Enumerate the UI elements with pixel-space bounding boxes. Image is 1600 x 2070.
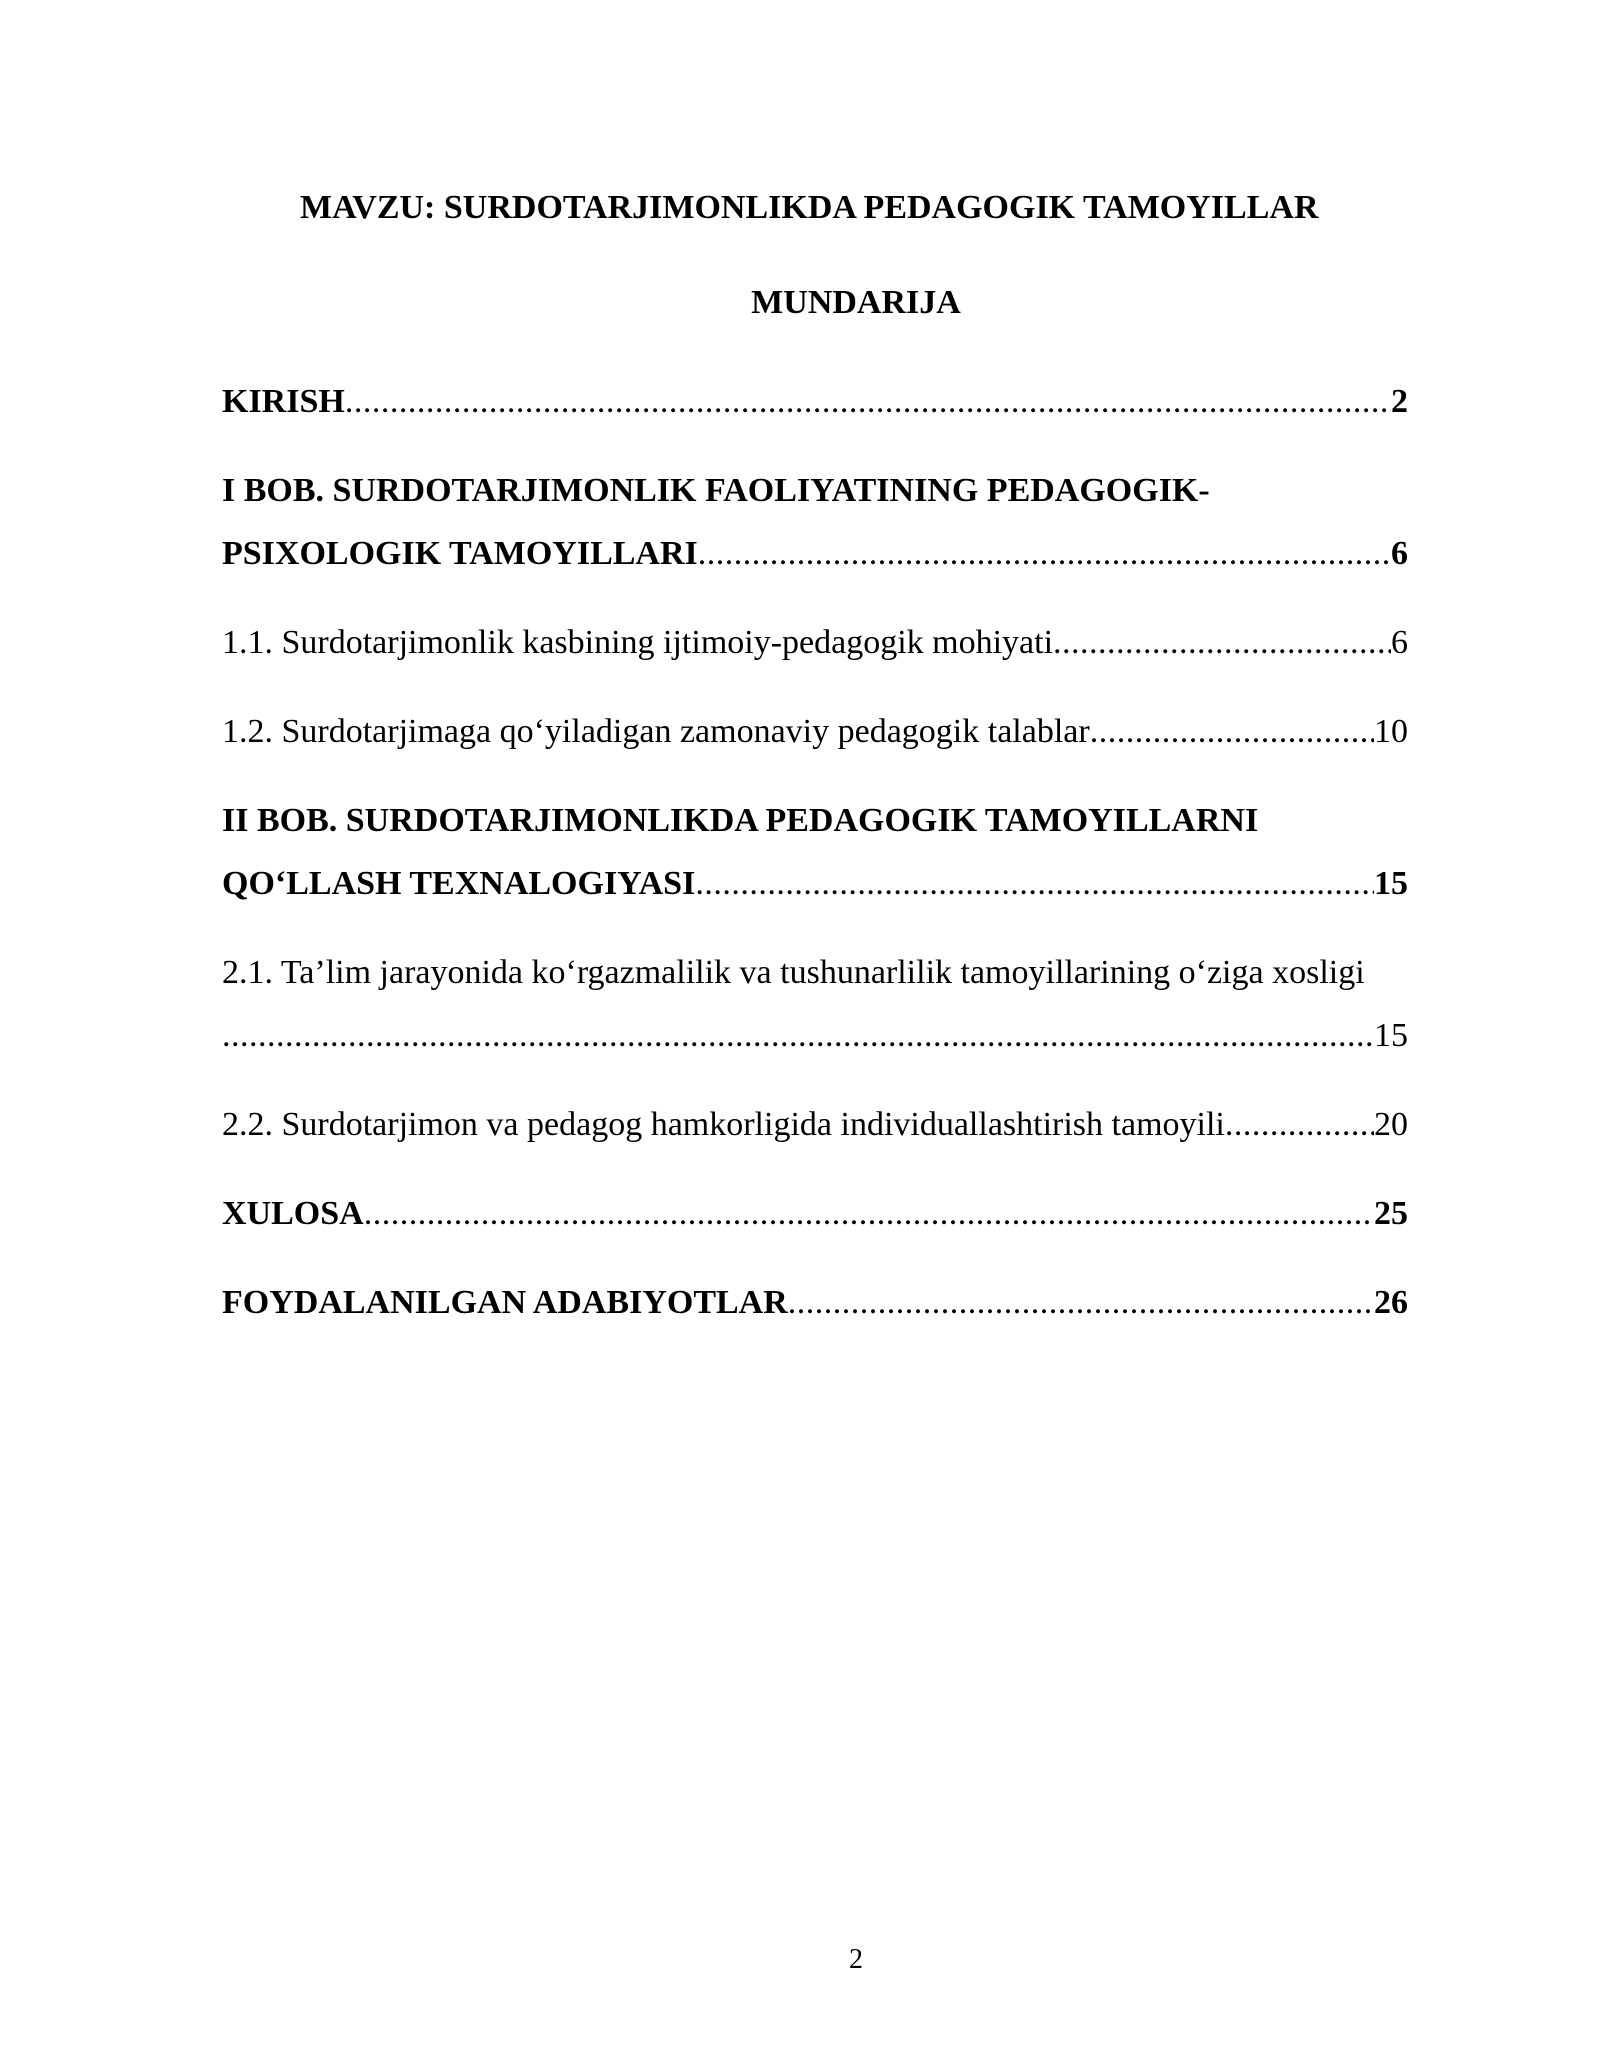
page-number: 2 bbox=[849, 1944, 863, 1975]
toc-entry-page: 15 bbox=[1374, 865, 1408, 902]
toc-entry-section-2-2[interactable] bbox=[222, 1093, 1408, 1156]
toc-entry-title-line1: II BOB. SURDOTARJIMONLIKDA PEDAGOGIK TAMOYILLARNI bbox=[222, 802, 1259, 839]
toc-entry-page: 25 bbox=[1374, 1195, 1408, 1232]
toc-entry-title: 1.1. Surdotarjimonlik kasbining ijtimoiy-pedagogik mohiyati bbox=[222, 624, 1054, 661]
toc-entry-section-1-2[interactable] bbox=[222, 700, 1408, 763]
toc-entry-kirish[interactable] bbox=[222, 370, 1408, 433]
toc-entry-title: 1.2. Surdotarjimaga qo‘yiladigan zamonaviy pedagogik talablar bbox=[222, 713, 1090, 750]
toc-dot-leader bbox=[788, 1271, 1374, 1334]
toc-dot-leader bbox=[1053, 611, 1391, 674]
toc-title: MUNDARIJA bbox=[751, 284, 961, 321]
toc-dot-leader bbox=[695, 852, 1374, 915]
toc-entry-title-line1: I BOB. SURDOTARJIMONLIK FAOLIYATINING PEDAGOGIK- bbox=[222, 472, 1210, 509]
toc-entry-title: 2.2. Surdotarjimon va pedagog hamkorligida individuallashtirish tamoyili bbox=[222, 1106, 1225, 1143]
toc-entry-page: 6 bbox=[1391, 535, 1408, 572]
toc-dot-leader bbox=[364, 1182, 1374, 1245]
toc-entry-page: 20 bbox=[1374, 1106, 1408, 1143]
toc-entry-page: 26 bbox=[1374, 1284, 1408, 1321]
toc-entry-section-1-1[interactable] bbox=[222, 611, 1408, 674]
toc-entry-title: FOYDALANILGAN ADABIYOTLAR bbox=[222, 1284, 788, 1321]
toc-entry-references[interactable] bbox=[222, 1271, 1408, 1334]
toc-entry-title: XULOSA bbox=[222, 1195, 364, 1232]
toc-entry-title-line2: QO‘LLASH TEXNALOGIYASI bbox=[222, 865, 696, 902]
toc-entry-title-line2: PSIXOLOGIK TAMOYILLARI bbox=[222, 535, 698, 572]
toc-entry-chapter-1[interactable] bbox=[222, 459, 1408, 585]
toc-entry-title-line1: 2.1. Ta’lim jarayonida ko‘rgazmalilik va tushunarlilik tamoyillarining o‘ziga xosligi bbox=[222, 954, 1365, 991]
toc-dot-leader bbox=[345, 370, 1391, 433]
toc-dot-leader bbox=[222, 1004, 1374, 1067]
toc-entry-section-2-1[interactable] bbox=[222, 941, 1408, 1067]
document-topic: MAVZU: SURDOTARJIMONLIKDA PEDAGOGIK TAMOYILLAR bbox=[300, 189, 1319, 226]
toc-entry-page: 2 bbox=[1391, 383, 1408, 420]
table-of-contents bbox=[222, 370, 1408, 1360]
toc-entry-page: 10 bbox=[1374, 713, 1408, 750]
toc-dot-leader bbox=[698, 522, 1391, 585]
toc-entry-page: 6 bbox=[1391, 624, 1408, 661]
toc-entry-title: KIRISH bbox=[222, 383, 345, 420]
toc-entry-page: 15 bbox=[1374, 1017, 1408, 1054]
toc-entry-xulosa[interactable] bbox=[222, 1182, 1408, 1245]
toc-dot-leader bbox=[1225, 1093, 1374, 1156]
toc-dot-leader bbox=[1090, 700, 1374, 763]
toc-entry-chapter-2[interactable] bbox=[222, 789, 1408, 915]
